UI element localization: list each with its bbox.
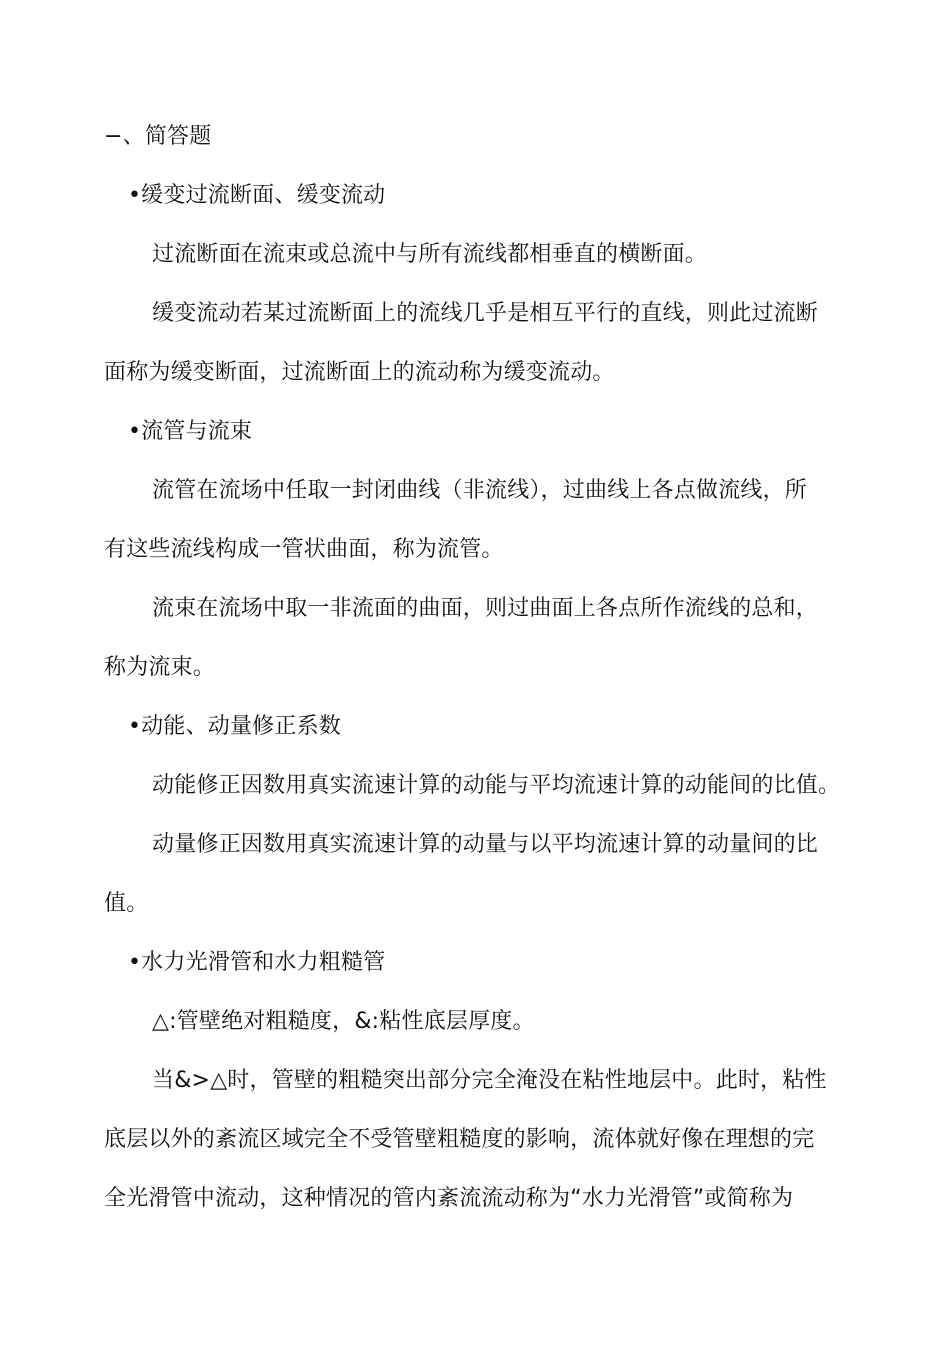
paragraph-line: 流管在流场中任取一封闭曲线（非流线），过曲线上各点做流线，所: [152, 478, 808, 503]
paragraph-line: 底层以外的紊流区域完全不受管壁粗糙度的影响，流体就好像在理想的完: [104, 1127, 815, 1152]
paragraph-line: 有这些流线构成一管状曲面，称为流管。: [104, 537, 504, 562]
paragraph-line: 动能修正因数用真实流速计算的动能与平均流速计算的动能间的比值。: [152, 773, 841, 798]
paragraph-line: 全光滑管中流动，这种情况的管内紊流流动称为“水力光滑管”或简称为: [104, 1186, 794, 1211]
section-heading: −、简答题: [104, 124, 212, 149]
paragraph-line: 称为流束。: [104, 655, 216, 680]
topic-title: •水力光滑管和水力粗糙管: [128, 950, 386, 975]
paragraph-line: △:管壁绝对粗糙度，&:粘性底层厚度。: [152, 1009, 535, 1034]
paragraph-line: 过流断面在流束或总流中与所有流线都相垂直的横断面。: [152, 242, 708, 267]
paragraph-line: 动量修正因数用真实流速计算的动量与以平均流速计算的动量间的比: [152, 832, 819, 857]
paragraph-line: 缓变流动若某过流断面上的流线几乎是相互平行的直线，则此过流断: [152, 301, 819, 326]
paragraph-line: 面称为缓变断面，过流断面上的流动称为缓变流动。: [104, 360, 615, 385]
paragraph-line: 值。: [104, 891, 149, 916]
paragraph-line: 当&>△时，管壁的粗糙突出部分完全淹没在粘性地层中。此时，粘性: [152, 1068, 827, 1093]
topic-title: •动能、动量修正系数: [128, 714, 341, 739]
topic-title: •缓变过流断面、缓变流动: [128, 183, 386, 208]
paragraph-line: 流束在流场中取一非流面的曲面，则过曲面上各点所作流线的总和，: [152, 596, 819, 621]
topic-title: •流管与流束: [128, 419, 253, 444]
